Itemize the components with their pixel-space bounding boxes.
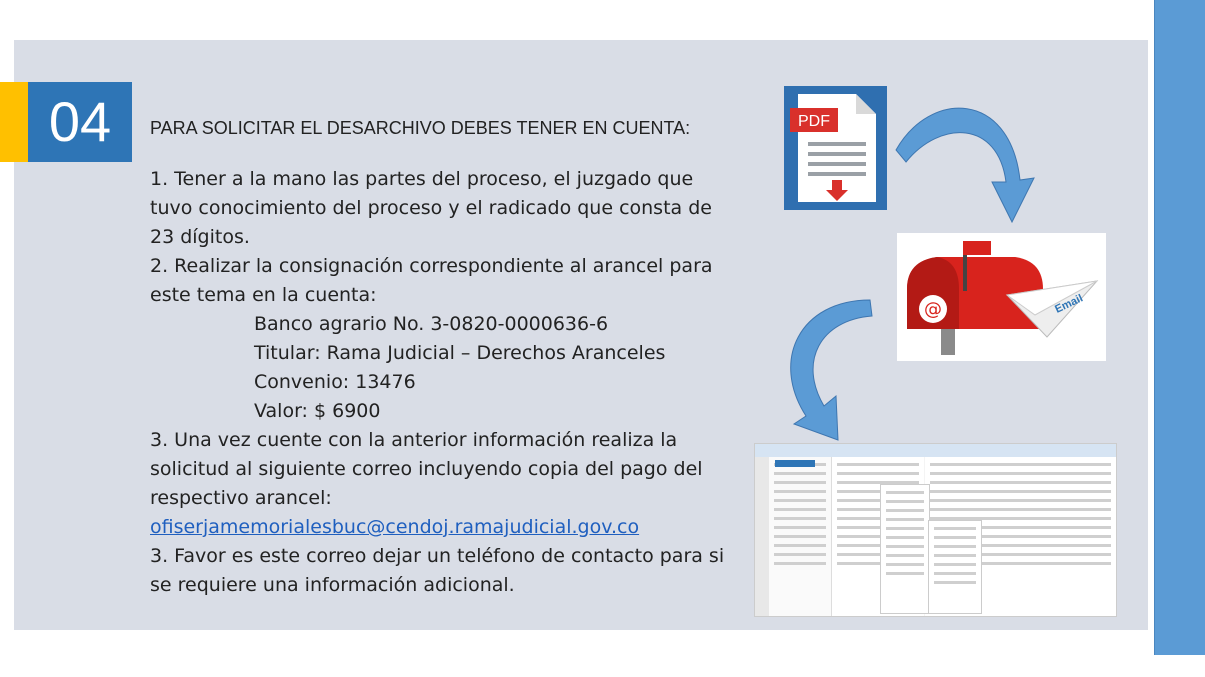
pdf-label: PDF xyxy=(798,113,830,130)
step-2-line-2: este tema en la cuenta: xyxy=(150,284,377,306)
outlook-app-rail xyxy=(755,457,769,616)
outlook-folder-pane xyxy=(769,457,831,616)
mailbox-icon xyxy=(897,233,1106,361)
bank-account: Banco agrario No. 3-0820-0000636-6 xyxy=(254,313,609,335)
outlook-category-submenu xyxy=(928,520,982,614)
step-number-badge: 04 xyxy=(28,82,132,162)
step-3-line-2: solicitud al siguiente correo incluyendo copia del pago del xyxy=(150,458,703,480)
svg-text:@: @ xyxy=(924,299,942,320)
mailbox-graphic xyxy=(897,233,1106,361)
fee-value: Valor: $ 6900 xyxy=(254,400,381,422)
arrow-pdf-to-mail xyxy=(896,108,1034,222)
account-holder: Titular: Rama Judicial – Derechos Aranceles xyxy=(254,342,666,364)
step-4-line-2: se requiere una información adicional. xyxy=(150,574,515,596)
step-4-line-1: 3. Favor es este correo dejar un teléfono de contacto para si xyxy=(150,545,725,567)
outlook-context-menu xyxy=(880,484,930,614)
outlook-screenshot xyxy=(754,443,1117,617)
step-1-line-2: tuvo conocimiento del proceso y el radicado que consta de xyxy=(150,197,712,219)
outlook-new-message-button xyxy=(775,460,815,467)
step-3-line-1: 3. Una vez cuente con la anterior información realiza la xyxy=(150,429,678,451)
instructions-heading: PARA SOLICITAR EL DESARCHIVO DEBES TENER EN CUENTA: xyxy=(150,118,691,138)
email-link[interactable]: ofiserjamemorialesbuc@cendoj.ramajudicial.gov.co xyxy=(150,516,640,538)
arrow-mail-to-outlook xyxy=(791,300,872,440)
agreement-number: Convenio: 13476 xyxy=(254,371,416,393)
step-1-line-3: 23 dígitos. xyxy=(150,226,250,248)
outlook-topbar xyxy=(755,444,1116,457)
step-2-line-1: 2. Realizar la consignación correspondiente al arancel para xyxy=(150,255,713,277)
step-3-line-3: respectivo arancel: xyxy=(150,487,332,509)
email-label: Email xyxy=(1053,292,1085,316)
step-1-line-1: 1. Tener a la mano las partes del proceso, el juzgado que xyxy=(150,168,694,190)
